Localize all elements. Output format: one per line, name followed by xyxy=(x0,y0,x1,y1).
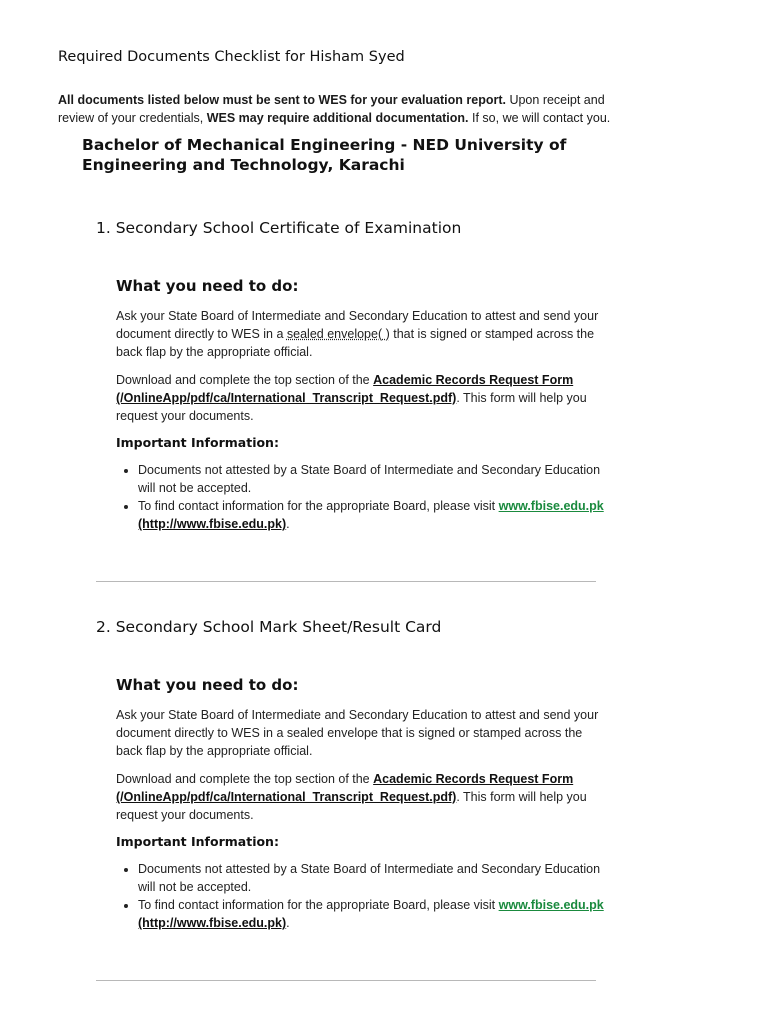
page-title: Required Documents Checklist for Hisham Syed xyxy=(58,49,405,65)
list-item: • Documents not attested by a State Board of Intermediate and Secondary Education will not be accepted. xyxy=(138,860,606,896)
list-item xyxy=(138,497,606,533)
bullet-text: To find contact information for the appropriate Board, please visit xyxy=(138,898,499,912)
section-2-title: 2. Secondary School Mark Sheet/Result Card xyxy=(96,618,442,636)
fbise-link[interactable]: www.fbise.edu.pk xyxy=(498,898,604,912)
section-2-paragraph-1: Ask your State Board of Intermediate and Secondary Education to attest and send your document directly to WES in a sealed envelope that is signed or stamped across the back flap by the appropriate official. xyxy=(116,708,599,758)
section-divider xyxy=(96,980,596,981)
intro-text-2: If so, we will contact you. xyxy=(468,111,611,125)
section-1-p2-text: Download and complete the top section of the xyxy=(116,373,374,387)
academic-records-form-link[interactable]: Academic Records Request Form (/OnlineApp/pdf/ca/International_Transcript_Request.pdf) xyxy=(116,772,574,804)
section-1-important-heading: Important Information: xyxy=(116,435,279,450)
section-1-paragraph-2 xyxy=(116,371,606,425)
section-1-p1-text-after: that is signed or stamped across the back flap by the appropriate official. xyxy=(116,327,595,359)
section-2-what-heading: What you need to do: xyxy=(116,676,299,694)
list-item: • Documents not attested by a State Board of Intermediate and Secondary Education will not be accepted. xyxy=(138,461,606,497)
section-2-bullet-list xyxy=(116,860,606,932)
section-1 xyxy=(96,219,616,237)
intro-bold-1: All documents listed below must be sent to WES for your evaluation report. xyxy=(58,93,506,107)
degree-heading: Bachelor of Mechanical Engineering - NED University of Engineering and Technology, Karachi xyxy=(82,136,567,174)
section-1-bullet-list xyxy=(116,461,606,533)
section-2-important-heading: Important Information: xyxy=(116,834,279,849)
bullet-text-after: . xyxy=(286,916,290,930)
section-2-p2-text-after: . This form will help you request your documents. xyxy=(116,790,587,822)
section-1-p1-text: Ask your State Board of Intermediate and Secondary Education to attest and send your document directly to WES in a xyxy=(116,309,599,341)
section-1-paragraph-1 xyxy=(116,307,606,361)
academic-records-form-link[interactable]: Academic Records Request Form (/OnlineApp/pdf/ca/International_Transcript_Request.pdf) xyxy=(116,373,574,405)
section-2 xyxy=(96,618,616,636)
intro-bold-2: WES may require additional documentation. xyxy=(206,111,469,125)
bullet-text-after: . xyxy=(286,517,290,531)
section-1-what-heading: What you need to do: xyxy=(116,277,299,295)
section-1-p2-text-after: . This form will help you request your documents. xyxy=(116,391,587,423)
bullet-text: To find contact information for the appropriate Board, please visit xyxy=(138,499,499,513)
intro-text-1: Upon receipt and review of your credentials, xyxy=(58,93,605,125)
section-1-title: 1. Secondary School Certificate of Examination xyxy=(96,219,462,237)
fbise-url-link[interactable]: (http://www.fbise.edu.pk) xyxy=(138,517,287,531)
intro-paragraph xyxy=(58,91,638,127)
list-item xyxy=(138,896,606,932)
section-divider xyxy=(96,581,596,582)
section-2-paragraph-2 xyxy=(116,770,606,824)
fbise-url-link[interactable]: (http://www.fbise.edu.pk) xyxy=(138,916,287,930)
section-2-p2-text: Download and complete the top section of the xyxy=(116,772,374,786)
fbise-link[interactable]: www.fbise.edu.pk xyxy=(498,499,604,513)
sealed-envelope-link[interactable]: sealed envelope( ) xyxy=(286,327,390,341)
